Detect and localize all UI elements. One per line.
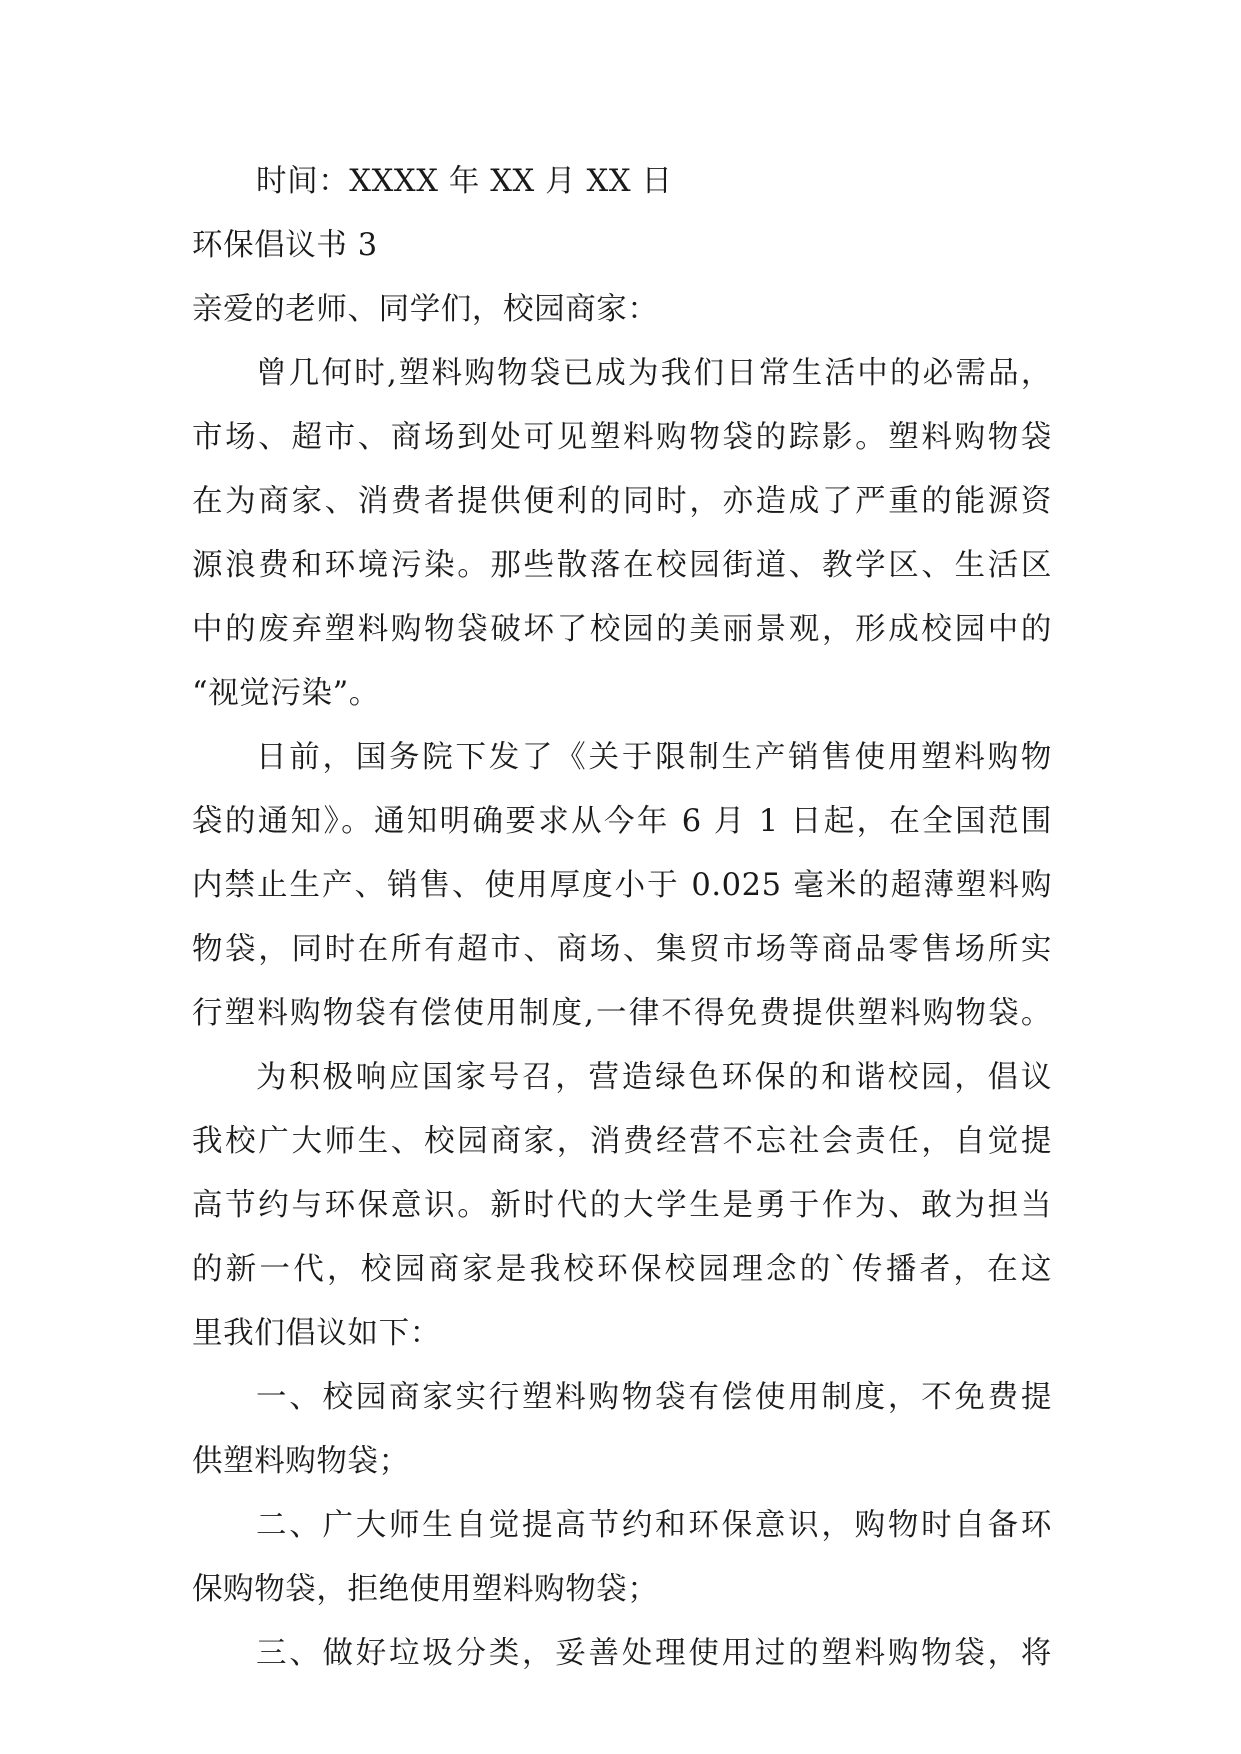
paragraph-line: 内禁止生产、销售、使用厚度小于 0.025 毫米的超薄塑料购 <box>192 868 1052 903</box>
proposal-item-3: 三、做好垃圾分类，妥善处理使用过的塑料购物袋，将 <box>256 1636 1052 1671</box>
document-title: 环保倡议书 3 <box>192 228 378 263</box>
paragraph-line: 曾几何时,塑料购物袋已成为我们日常生活中的必需品， <box>256 356 1052 391</box>
proposal-item-2: 二、广大师生自觉提高节约和环保意识，购物时自备环 <box>256 1508 1052 1543</box>
paragraph-line: 中的废弃塑料购物袋破坏了校园的美丽景观，形成校园中的 <box>192 612 1052 647</box>
date-line: 时间：XXXX 年 XX 月 XX 日 <box>256 164 673 199</box>
proposal-item-1: 一、校园商家实行塑料购物袋有偿使用制度，不免费提 <box>256 1380 1052 1415</box>
paragraph-line: 的新一代，校园商家是我校环保校园理念的`传播者，在这 <box>192 1252 1052 1287</box>
paragraph-line: 行塑料购物袋有偿使用制度,一律不得免费提供塑料购物袋。 <box>192 996 1052 1031</box>
proposal-item-2-cont: 保购物袋，拒绝使用塑料购物袋； <box>192 1572 659 1607</box>
paragraph-line: 市场、超市、商场到处可见塑料购物袋的踪影。塑料购物袋 <box>192 420 1052 455</box>
paragraph-line: 源浪费和环境污染。那些散落在校园街道、教学区、生活区 <box>192 548 1052 583</box>
paragraph-line: 日前，国务院下发了《关于限制生产销售使用塑料购物 <box>256 740 1052 775</box>
paragraph-line: 我校广大师生、校园商家，消费经营不忘社会责任，自觉提 <box>192 1124 1052 1159</box>
paragraph-line: 物袋，同时在所有超市、商场、集贸市场等商品零售场所实 <box>192 932 1052 967</box>
paragraph-line: 高节约与环保意识。新时代的大学生是勇于作为、敢为担当 <box>192 1188 1052 1223</box>
paragraph-line: 为积极响应国家号召，营造绿色环保的和谐校园，倡议 <box>256 1060 1052 1095</box>
paragraph-line: 袋的通知》。通知明确要求从今年 6 月 1 日起，在全国范围 <box>192 804 1052 839</box>
paragraph-line: 在为商家、消费者提供便利的同时，亦造成了严重的能源资 <box>192 484 1052 519</box>
salutation: 亲爱的老师、同学们，校园商家： <box>192 292 659 327</box>
paragraph-line: 里我们倡议如下： <box>192 1316 441 1351</box>
proposal-item-1-cont: 供塑料购物袋； <box>192 1444 410 1479</box>
paragraph-line: “视觉污染”。 <box>192 676 380 711</box>
